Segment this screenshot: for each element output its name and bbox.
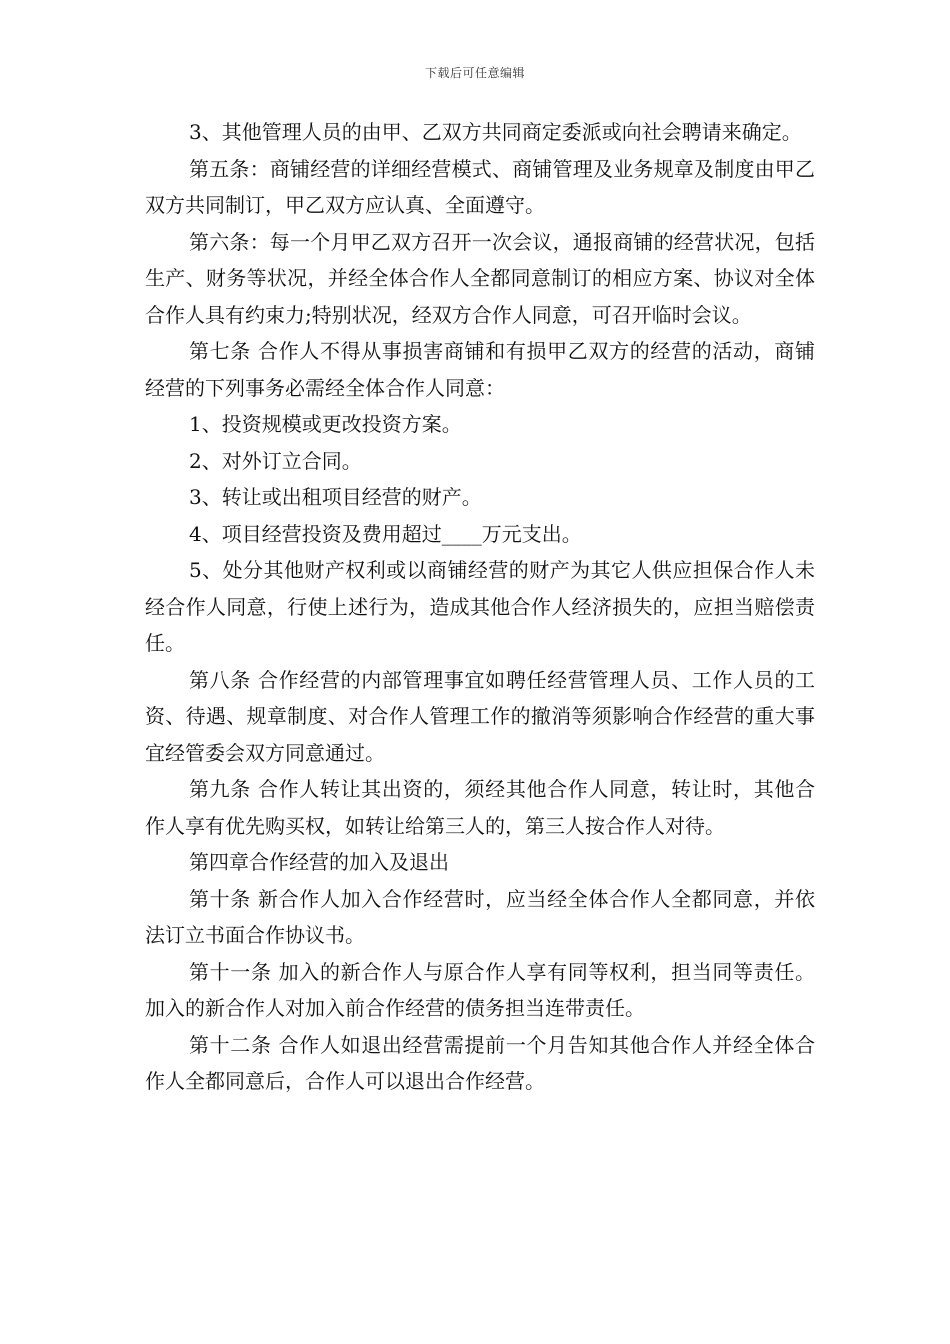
paragraph-article-7: 第七条 合作人不得从事损害商铺和有损甲乙双方的经营的活动，商铺经营的下列事务必需经全体合作人同意： [145,339,815,400]
list-item-4: 4、项目经营投资及费用超过____万元支出。 [189,521,582,546]
paragraph-article-5: 第五条：商铺经营的详细经营模式、商铺管理及业务规章及制度由甲乙双方共同制订，甲乙双方应认真、全面遵守。 [145,156,815,217]
list-item-3: 3、转让或出租项目经营的财产。 [189,485,482,509]
list-item-2: 2、对外订立合同。 [189,448,362,473]
paragraph-article-6: 第六条：每一个月甲乙双方召开一次会议，通报商铺的经营状况，包括生产、财务等状况，并经全体合作人全都同意制订的相应方案、协议对全体合作人具有约束力;特别状况，经双方合作人同意，可召开临时会议。 [145,229,815,327]
page-header: 下载后可任意编辑 [424,66,525,80]
document-body [145,114,815,1100]
paragraph-clause-3-other-managers: 3、其他管理人员的由甲、乙双方共同商定委派或向社会聘请来确定。 [189,120,802,144]
list-item-5: 5、处分其他财产权利或以商铺经营的财产为其它人供应担保合作人未经合作人同意，行使上述行为，造成其他合作人经济损失的，应担当赔偿责任。 [145,558,815,655]
paragraph-article-11: 第十一条 加入的新合作人与原合作人享有同等权利，担当同等责任。加入的新合作人对加入前合作经营的债务担当连带责任。 [145,959,815,1020]
chapter-4-heading: 第四章合作经营的加入及退出 [189,850,449,874]
paragraph-article-12: 第十二条 合作人如退出经营需提前一个月告知其他合作人并经全体合作人全都同意后，合作人可以退出合作经营。 [145,1032,815,1093]
paragraph-article-8: 第八条 合作经营的内部管理事宜如聘任经营管理人员、工作人员的工资、待遇、规章制度、对合作人管理工作的撤消等须影响合作经营的重大事宜经管委会双方同意通过。 [145,667,815,765]
paragraph-article-9: 第九条 合作人转让其出资的，须经其他合作人同意，转让时，其他合作人享有优先购买权，如转让给第三人的，第三人按合作人对待。 [145,777,815,838]
paragraph-article-10: 第十条 新合作人加入合作经营时，应当经全体合作人全都同意，并依法订立书面合作协议书。 [145,886,815,947]
list-item-1: 1、投资规模或更改投资方案。 [189,412,462,436]
